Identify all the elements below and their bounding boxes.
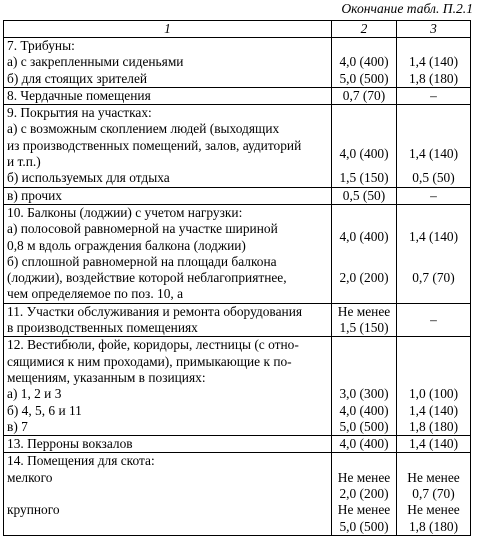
row-8-col-3: – (397, 87, 471, 104)
row-12-text: 12. Вестибюли, фойе, коридоры, лестницы (с отно- сящимися к ним проходами), примыкающие к по- мещениям, указанным в позициях: а) 1, 2 и 3 б) 4, 5, 6 и 11 в) 7 (4, 337, 332, 436)
row-14-text: 14. Помещения для скота: мелкого крупного (4, 453, 332, 535)
row-9-col-2: 4,0 (400) 1,5 (150) (332, 105, 397, 187)
row-7-col-3: 1,4 (140) 1,8 (180) (397, 38, 471, 88)
table-row (4, 204, 471, 303)
table-row (4, 187, 471, 204)
table-row (4, 38, 471, 88)
table-row (4, 337, 471, 436)
row-10-text: 10. Балконы (лоджии) с учетом нагрузки: а) полосовой равномерной на участке шириной 0,8 м вдоль ограждения балкона (лоджии) б) сплошной равномерной на площади балкона (лоджии), воздействие которой неблагоприятнее, чем определяемое по поз. 10, а (4, 204, 332, 303)
table-row (4, 303, 471, 337)
header-col-1: 1 (4, 21, 332, 38)
row-7-text: 7. Трибуны: а) с закрепленными сиденьями б) для стоящих зрителей (4, 38, 332, 88)
row-10-col-3: 1,4 (140) 0,7 (70) (397, 204, 471, 303)
row-13-col-2: 4,0 (400) (332, 436, 397, 453)
row-7-col-2: 4,0 (400) 5,0 (500) (332, 38, 397, 88)
row-11-col-3: – (397, 303, 471, 337)
table-caption: Окончание табл. П.2.1 (341, 1, 473, 16)
header-row (4, 21, 471, 38)
row-9-text: 9. Покрытия на участках: а) с возможным скоплением людей (выходящих из производственных помещений, залов, аудиторий и т.п.) б) используемых для отдыха (4, 105, 332, 187)
loads-table (3, 20, 471, 536)
table-row (4, 436, 471, 453)
row-12-col-3: 1,0 (100) 1,4 (140) 1,8 (180) (397, 337, 471, 436)
row-11-text: 11. Участки обслуживания и ремонта оборудования в производственных помещениях (4, 303, 332, 337)
row-9c-col-2: 0,5 (50) (332, 187, 397, 204)
row-9c-text: в) прочих (4, 187, 332, 204)
table-row (4, 87, 471, 104)
row-12-col-2: 3,0 (300) 4,0 (400) 5,0 (500) (332, 337, 397, 436)
row-14-col-2: Не менее 2,0 (200) Не менее 5,0 (500) (332, 453, 397, 535)
header-col-2: 2 (332, 21, 397, 38)
table-row (4, 453, 471, 535)
row-14-col-3: Не менее 0,7 (70) Не менее 1,8 (180) (397, 453, 471, 535)
row-10-col-2: 4,0 (400) 2,0 (200) (332, 204, 397, 303)
row-11-col-2: Не менее 1,5 (150) (332, 303, 397, 337)
header-col-3: 3 (397, 21, 471, 38)
row-9c-col-3: – (397, 187, 471, 204)
row-8-col-2: 0,7 (70) (332, 87, 397, 104)
row-13-col-3: 1,4 (140) (397, 436, 471, 453)
table-row (4, 105, 471, 187)
row-13-text: 13. Перроны вокзалов (4, 436, 332, 453)
row-8-text: 8. Чердачные помещения (4, 87, 332, 104)
row-9-col-3: 1,4 (140) 0,5 (50) (397, 105, 471, 187)
